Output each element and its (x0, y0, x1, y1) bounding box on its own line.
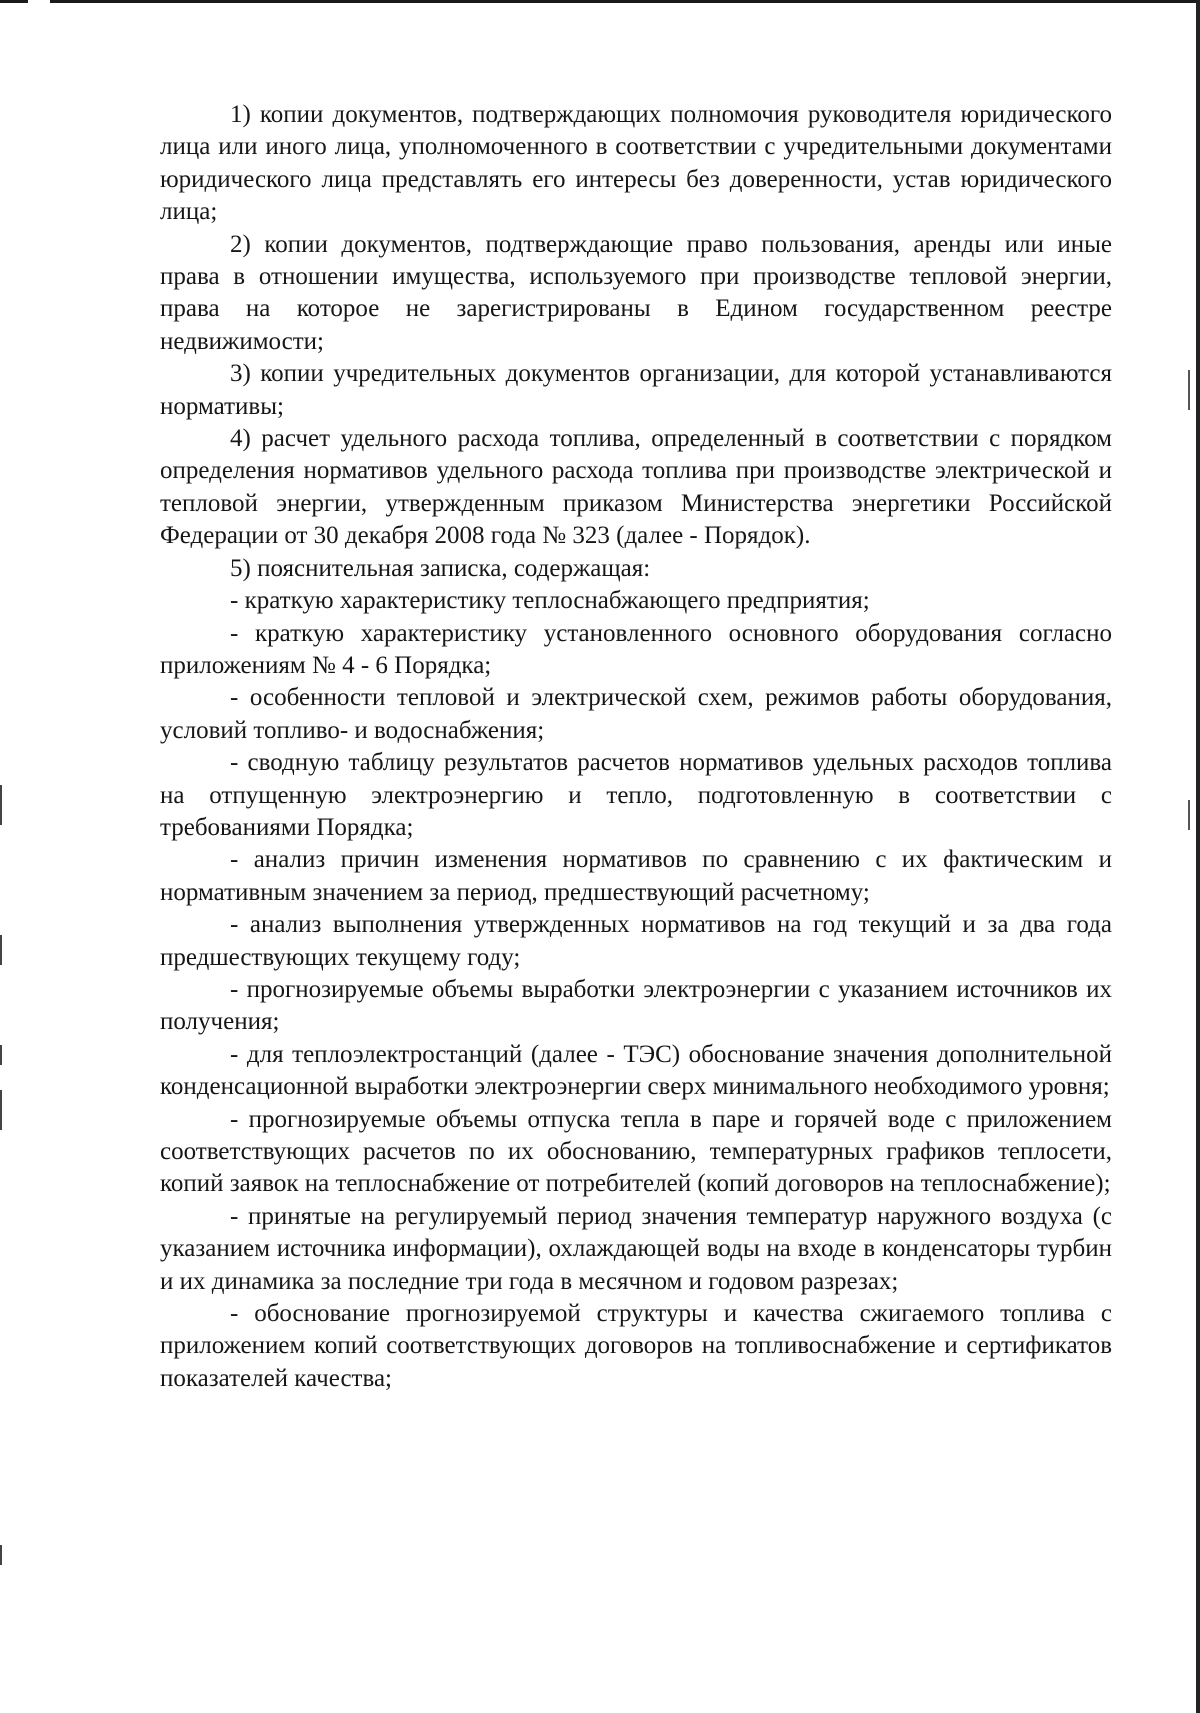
list-item: - краткую характеристику теплоснабжающего предприятия; (230, 587, 870, 615)
paragraph-2: 2) копии документов, подтверждающие право пользования, аренды или иные права в отношении имущества, используемого при производстве тепловой энергии, права на которое не зарегистрированы в Едином государственном реестре недвижимости; (160, 230, 1112, 355)
list-item: - краткую характеристику установленного основного оборудования согласно приложениям № 4 - 6 Порядка; (160, 619, 1112, 679)
list-item: - особенности тепловой и электрической схем, режимов работы оборудования, условий топливо- и водоснабжения; (160, 684, 1112, 744)
list-item: - анализ причин изменения нормативов по сравнению с их фактическим и нормативным значением за период, предшествующий расчетному; (160, 846, 1112, 906)
paragraph-5: 5) пояснительная записка, содержащая: (230, 554, 651, 582)
paragraph-3: 3) копии учредительных документов организации, для которой устанавливаются нормативы; (160, 360, 1112, 420)
list-item: - для теплоэлектростанций (далее - ТЭС) обоснование значения дополнительной конденсационной выработки электроэнергии сверх минимального необходимого уровня; (160, 1040, 1112, 1101)
scan-mark-left (0, 1090, 2, 1130)
list-item: - сводную таблицу результатов расчетов нормативов удельных расходов топлива на отпущенную электроэнергию и тепло, подготовленную в соответствии с требованиями Порядка; (160, 749, 1112, 841)
scan-mark-left (0, 785, 2, 825)
scan-edge-gap (28, 0, 50, 3)
list-item: - обоснование прогнозируемой структуры и качества сжигаемого топлива с приложением копий соответствующих договоров на топливоснабжение и сертификатов показателей качества; (160, 1300, 1112, 1392)
scan-mark-right (1188, 800, 1190, 830)
list-item: - прогнозируемые объемы отпуска тепла в паре и горячей воде с приложением соответствующих расчетов по их обоснованию, температурных графиков теплосети, копий заявок на теплоснабжение от потребителей (копий договоров на теплоснабжение); (160, 1105, 1112, 1198)
scan-edge-top (0, 0, 1200, 3)
scan-edge-right (1196, 0, 1200, 1713)
paragraph-1: 1) копии документов, подтверждающих полномочия руководителя юридического лица или иного лица, уполномоченного в соответствии с учредительными документами юридического лица представлять его интересы без доверенности, устав юридического лица; (160, 101, 1112, 226)
list-item: - принятые на регулируемый период значения температур наружного воздуха (с указанием источника информации), охлаждающей воды на входе в конденсаторы турбин и их динамика за последние три года в месячном и годовом разрезах; (160, 1202, 1112, 1295)
list-item: - анализ выполнения утвержденных нормативов на год текущий и за два года предшествующих текущему году; (160, 911, 1112, 971)
paragraph-4: 4) расчет удельного расхода топлива, определенный в соответствии с порядком определения нормативов удельного расхода топлива при производстве электрической и тепловой энергии, утвержденным приказом Министерства энергетики Российской Федерации от 30 декабря 2008 года № 323 (далее - Порядок). (160, 425, 1112, 550)
scan-mark-left (0, 1545, 2, 1565)
list-item: - прогнозируемые объемы выработки электроэнергии с указанием источников их получения; (160, 975, 1112, 1036)
document-body (160, 99, 1112, 1395)
scan-mark-right (1188, 370, 1190, 410)
scan-mark-left (0, 935, 2, 965)
scan-mark-left (0, 1045, 2, 1065)
